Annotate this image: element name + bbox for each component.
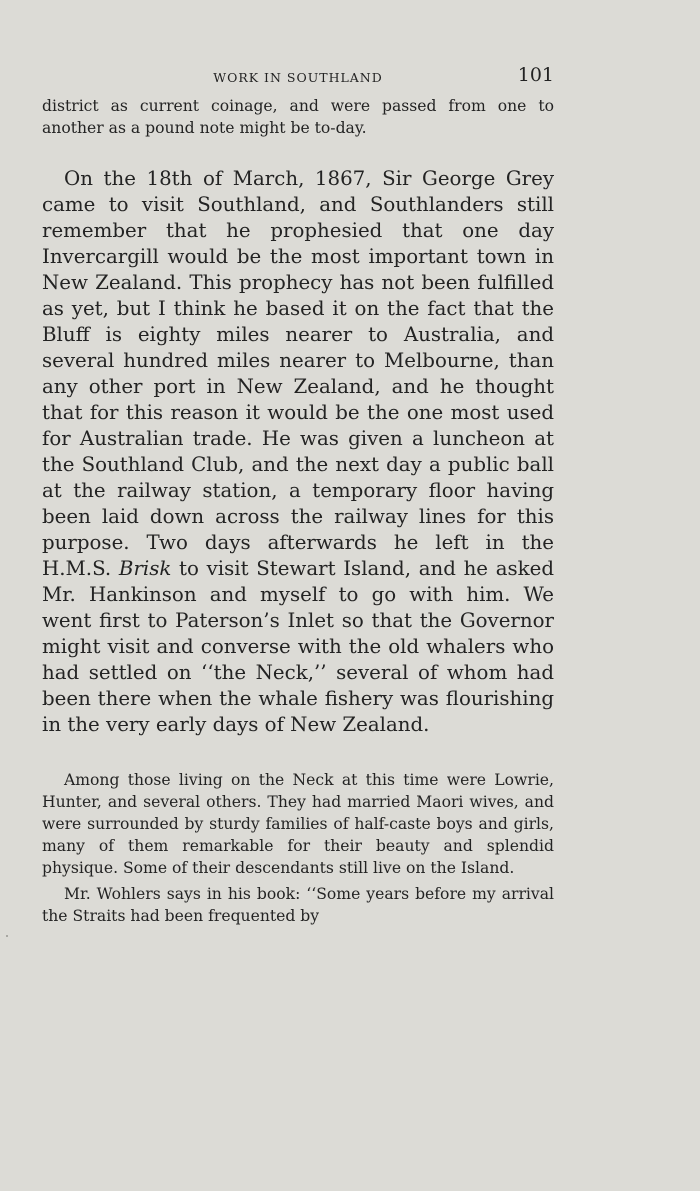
ship-name: Brisk xyxy=(118,557,172,580)
book-page xyxy=(42,62,554,927)
paragraph-neck-residents: Among those living on the Neck at this time were Lowrie, Hunter, and several others. They had married Maori wives, and were surrounded by sturdy families of half-caste boys and girls, many of them remarkable for their beauty and splendid physique. Some of their descendants still live on the Island. xyxy=(42,771,554,877)
running-head: WORK IN SOUTHLAND xyxy=(213,70,383,85)
page-header xyxy=(42,62,554,92)
paragraph-governor-visit-text-end: to visit Stewart Island, and he asked Mr. Hankinson and myself to go with him. We went first to Paterson’s Inlet so that the Governor might visit and converse with the old whalers who had settled on ‘‘the Neck,’’ several of whom had been there when the whale fishery was flourishing in the very early days of New Zealand. xyxy=(42,557,554,736)
paragraph-governor-visit xyxy=(42,166,554,738)
page-number: 101 xyxy=(517,64,554,86)
paragraph-continuation: district as current coinage, and were passed from one to another as a pound note might be to-day. xyxy=(42,97,554,137)
paragraph-wohlers-quote: Mr. Wohlers says in his book: ‘‘Some years before my arrival the Straits had been frequented by xyxy=(42,885,554,925)
paragraph-governor-visit-text-start: On the 18th of March, 1867, Sir George Grey came to visit Southland, and Southlanders still remember that he prophesied that one day Invercargill would be the most important town in New Zealand. This prophecy has not been fulfilled as yet, but I think he based it on the fact that the Bluff is eighty miles nearer to Australia, and several hundred miles nearer to Melbourne, than any other port in New Zealand, and he thought that for this reason it would be the one most used for Australian trade. He was given a luncheon at the Southland Club, and the next day a public ball at the railway station, a temporary floor having been laid down across the railway lines for this purpose. Two days afterwards he left in the H.M.S. xyxy=(42,167,554,580)
margin-mark xyxy=(6,935,8,937)
